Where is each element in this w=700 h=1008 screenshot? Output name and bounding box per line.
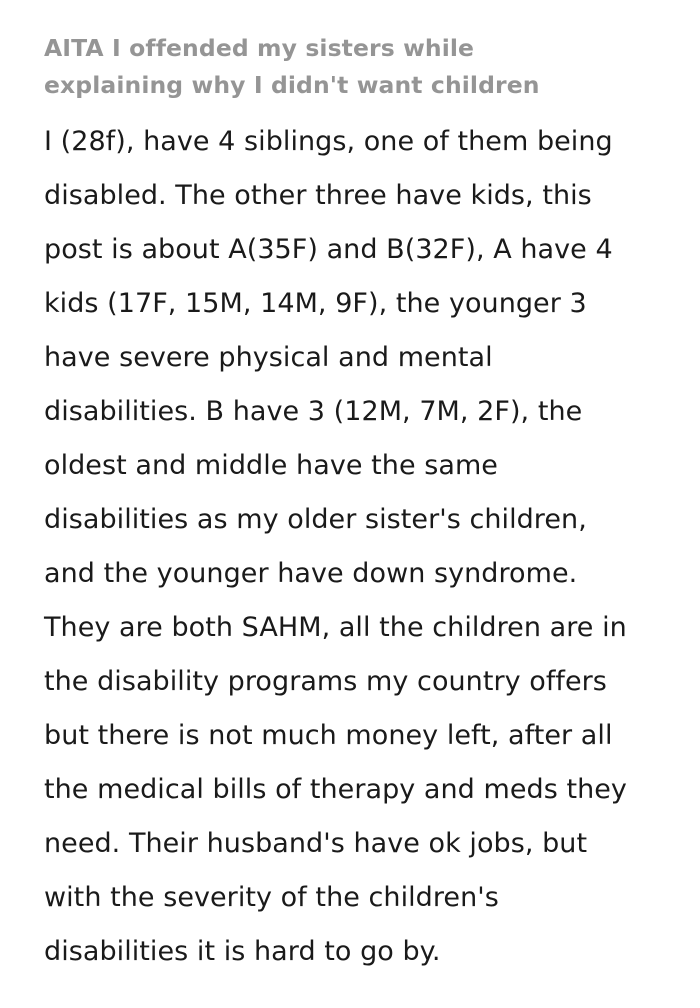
post-body-line: I (28f), have 4 siblings, one of them being bbox=[44, 126, 613, 157]
post-title-line: AITA I offended my sisters while bbox=[44, 34, 475, 62]
post-body-line: disabilities. B have 3 (12M, 7M, 2F), the bbox=[44, 396, 583, 427]
post-body-line: with the severity of the children's bbox=[44, 882, 499, 913]
post-body-line: disabilities it is hard to go by. bbox=[44, 936, 441, 967]
post-body-line: post is about A(35F) and B(32F), A have 4 bbox=[44, 234, 613, 265]
post bbox=[44, 30, 684, 979]
post-body-line: oldest and middle have the same bbox=[44, 450, 498, 481]
post-body bbox=[44, 115, 684, 979]
post-body-line: but there is not much money left, after all bbox=[44, 720, 613, 751]
post-body-line: the disability programs my country offers bbox=[44, 666, 607, 697]
post-body-line: They are both SAHM, all the children are in bbox=[44, 612, 627, 643]
post-body-line: disabilities as my older sister's children, bbox=[44, 504, 587, 535]
post-body-line: the medical bills of therapy and meds they bbox=[44, 774, 627, 805]
post-title-line: explaining why I didn't want children bbox=[44, 71, 540, 99]
post-body-line: have severe physical and mental bbox=[44, 342, 493, 373]
post-body-line: kids (17F, 15M, 14M, 9F), the younger 3 bbox=[44, 288, 587, 319]
post-title bbox=[44, 30, 684, 104]
post-body-line: need. Their husband's have ok jobs, but bbox=[44, 828, 588, 859]
post-body-line: disabled. The other three have kids, this bbox=[44, 180, 592, 211]
post-body-line: and the younger have down syndrome. bbox=[44, 558, 578, 589]
